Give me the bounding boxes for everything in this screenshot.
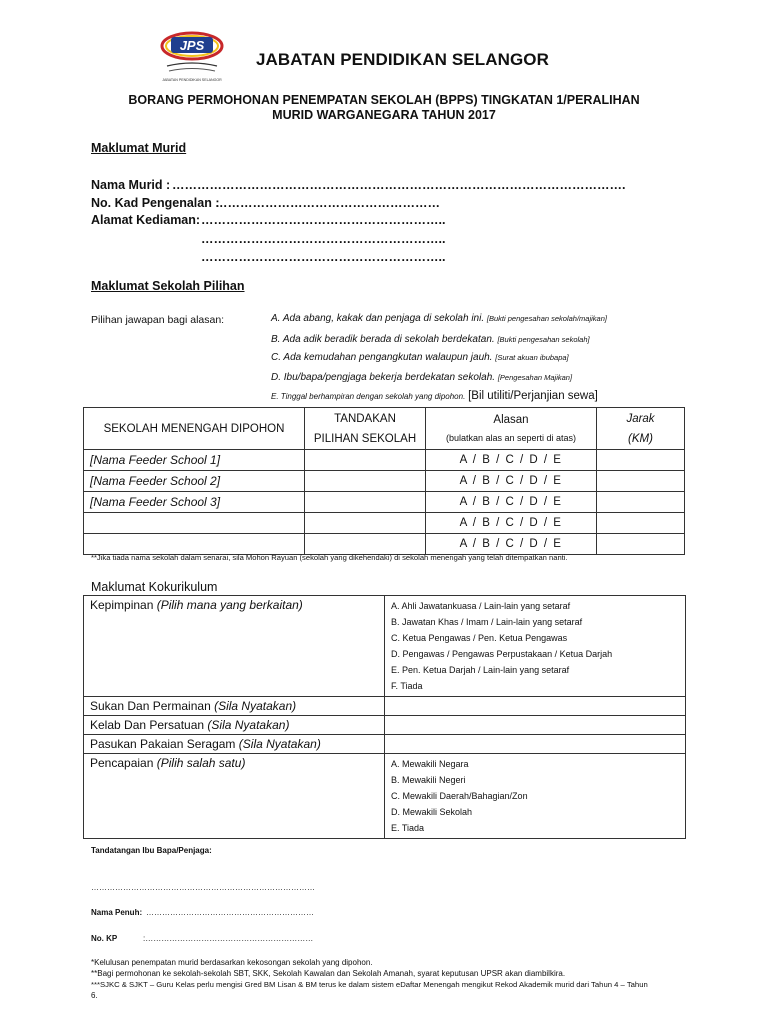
reason-cell[interactable]: A / B / C / D / E — [426, 471, 597, 492]
form-title-line1: BORANG PERMOHONAN PENEMPATAN SEKOLAH (BPPS) TINGKATAN 1/PERALIHAN — [128, 93, 640, 107]
reason-option-e: E. Tinggal berhampiran dengan sekolah yang dipohon. [Bil utiliti/Perjanjian sewa] — [271, 390, 598, 402]
student-name-field[interactable]: ………………………………………………………………………………………………. — [172, 178, 626, 192]
signature-field[interactable]: ………………………………………………………………………… — [91, 883, 315, 892]
reason-cell[interactable]: A / B / C / D / E — [426, 450, 597, 471]
footnote-3-cont: 6. — [91, 991, 98, 1000]
uniform-label-cell: Pasukan Pakaian Seragam (Sila Nyatakan) — [84, 735, 385, 754]
reason-option-d: D. Ibu/bapa/pengjaga bekerja berdekatan sekolah. [Pengesahan Majikan] — [271, 372, 573, 383]
school-name-cell[interactable] — [84, 513, 305, 534]
sports-input[interactable] — [385, 697, 686, 716]
reason-cell[interactable]: A / B / C / D / E — [426, 492, 597, 513]
school-note: **Jika tiada nama sekolah dalam senarai, sila Mohon Rayuan (sekolah yang dikehendaki) di sekolah menengah yang telah ditempatkan nanti. — [91, 553, 568, 562]
fullname-label: Nama Penuh: — [91, 908, 143, 917]
mark-cell[interactable] — [305, 471, 426, 492]
achievement-options[interactable] — [385, 754, 686, 839]
distance-cell[interactable] — [597, 450, 685, 471]
uniform-input[interactable] — [385, 735, 686, 754]
distance-cell[interactable] — [597, 534, 685, 555]
school-name-cell[interactable] — [84, 534, 305, 555]
achievement-option-d[interactable]: D. Mewakili Sekolah — [391, 807, 473, 817]
student-address-field-1[interactable]: ………………………………………………….. — [201, 213, 446, 227]
leadership-option-e[interactable]: E. Pen. Ketua Darjah / Lain-lain yang setaraf — [391, 665, 570, 675]
school-choice-table — [83, 407, 685, 555]
table-row — [84, 513, 685, 534]
table-row — [84, 450, 685, 471]
achievement-option-b[interactable]: B. Mewakili Negeri — [391, 775, 466, 785]
leadership-label-cell — [84, 596, 385, 697]
leadership-option-a[interactable]: A. Ahli Jawatankuasa / Lain-lain yang setaraf — [391, 601, 571, 611]
form-title-line2: MURID WARGANEGARA TAHUN 2017 — [272, 108, 496, 122]
student-name-label: Nama Murid : — [91, 178, 171, 192]
logo-sub: JABATAN PENDIDIKAN SELANGOR — [162, 78, 222, 82]
leadership-hint: (Pilih mana yang berkaitan) — [156, 598, 303, 612]
student-section-title: Maklumat Murid — [91, 141, 187, 155]
mark-cell[interactable] — [305, 492, 426, 513]
achievement-option-e[interactable]: E. Tiada — [391, 823, 425, 833]
school-section-title: Maklumat Sekolah Pilihan — [91, 279, 245, 293]
student-address-field-2[interactable]: ………………………………………………….. — [201, 232, 446, 246]
school-name-cell[interactable]: [Nama Feeder School 2] — [84, 471, 305, 492]
student-ic-label: No. Kad Pengenalan : — [91, 196, 220, 210]
mark-cell[interactable] — [305, 534, 426, 555]
reason-option-b: B. Ada adik beradik berada di sekolah berdekatan. [Bukti pengesahan sekolah] — [271, 334, 590, 345]
col-reason-header: Alasan (bulatkan alas an seperti di atas) — [426, 408, 597, 450]
footnote-3: ***SJKC & SJKT – Guru Kelas perlu mengisi Gred BM Lisan & BM terus ke dalam sistem eDaftar Menengah mengikut Rekod Akademik murid dari Tahun 4 – Tahun — [91, 980, 648, 989]
leadership-option-d[interactable]: D. Pengawas / Pengawas Perpustakaan / Ketua Darjah — [391, 649, 613, 659]
distance-cell[interactable] — [597, 513, 685, 534]
table-row — [84, 492, 685, 513]
cocurriculum-section-title: Maklumat Kokurikulum — [91, 580, 218, 594]
leadership-option-f[interactable]: F. Tiada — [391, 681, 423, 691]
reason-cell[interactable]: A / B / C / D / E — [426, 513, 597, 534]
leadership-option-b[interactable]: B. Jawatan Khas / Imam / Lain-lain yang setaraf — [391, 617, 583, 627]
leadership-option-c[interactable]: C. Ketua Pengawas / Pen. Ketua Pengawas — [391, 633, 568, 643]
table-row — [84, 534, 685, 555]
achievement-option-c[interactable]: C. Mewakili Daerah/Bahagian/Zon — [391, 791, 528, 801]
reason-label: Pilihan jawapan bagi alasan: — [91, 314, 225, 326]
club-input[interactable] — [385, 716, 686, 735]
table-row — [84, 471, 685, 492]
logo-text: JPS — [179, 38, 205, 53]
distance-cell[interactable] — [597, 471, 685, 492]
student-address-field-3[interactable]: ………………………………………………….. — [201, 250, 446, 264]
footnote-2: **Bagi permohonan ke sekolah-sekolah SBT, SKK, Sekolah Kawalan dan Sekolah Amanah, syarat keputusan UPSR akan diambilkira. — [91, 969, 566, 978]
sports-label-cell: Sukan Dan Permainan (Sila Nyatakan) — [84, 697, 385, 716]
achievement-option-a[interactable]: A. Mewakili Negara — [391, 759, 469, 769]
cocurriculum-table — [83, 595, 686, 839]
student-address-label: Alamat Kediaman: — [91, 213, 201, 227]
reason-cell[interactable]: A / B / C / D / E — [426, 534, 597, 555]
col-mark-header: TANDAKAN PILIHAN SEKOLAH — [305, 408, 426, 450]
department-title: JABATAN PENDIDIKAN SELANGOR — [256, 50, 549, 69]
footnote-1: *Kelulusan penempatan murid berdasarkan kekosongan sekolah yang dipohon. — [91, 958, 373, 967]
col-school-header: SEKOLAH MENENGAH DIPOHON — [84, 408, 305, 450]
student-ic-field[interactable]: ……………………………………………… — [215, 196, 440, 210]
fullname-field[interactable]: ……………………………………………………… — [146, 908, 314, 917]
mark-cell[interactable] — [305, 450, 426, 471]
col-distance-header: Jarak (KM) — [597, 408, 685, 450]
club-label-cell: Kelab Dan Persatuan (Sila Nyatakan) — [84, 716, 385, 735]
leadership-options[interactable] — [385, 596, 686, 697]
school-name-cell[interactable]: [Nama Feeder School 3] — [84, 492, 305, 513]
achievement-label-cell: Pencapaian (Pilih salah satu) — [84, 754, 385, 839]
leadership-label: Kepimpinan — [90, 598, 154, 612]
school-name-cell[interactable]: [Nama Feeder School 1] — [84, 450, 305, 471]
mark-cell[interactable] — [305, 513, 426, 534]
parent-ic-label: No. KP — [91, 934, 118, 943]
signature-label: Tandatangan Ibu Bapa/Penjaga: — [91, 846, 212, 855]
jps-logo — [157, 26, 227, 88]
reason-option-a: A. Ada abang, kakak dan penjaga di sekolah ini. [Bukti pengesahan sekolah/majikan] — [271, 313, 607, 324]
reason-option-c: C. Ada kemudahan pengangkutan walaupun jauh. [Surat akuan ibubapa] — [271, 352, 569, 363]
parent-ic-field[interactable]: :……………………………………………………… — [143, 934, 314, 943]
distance-cell[interactable] — [597, 492, 685, 513]
